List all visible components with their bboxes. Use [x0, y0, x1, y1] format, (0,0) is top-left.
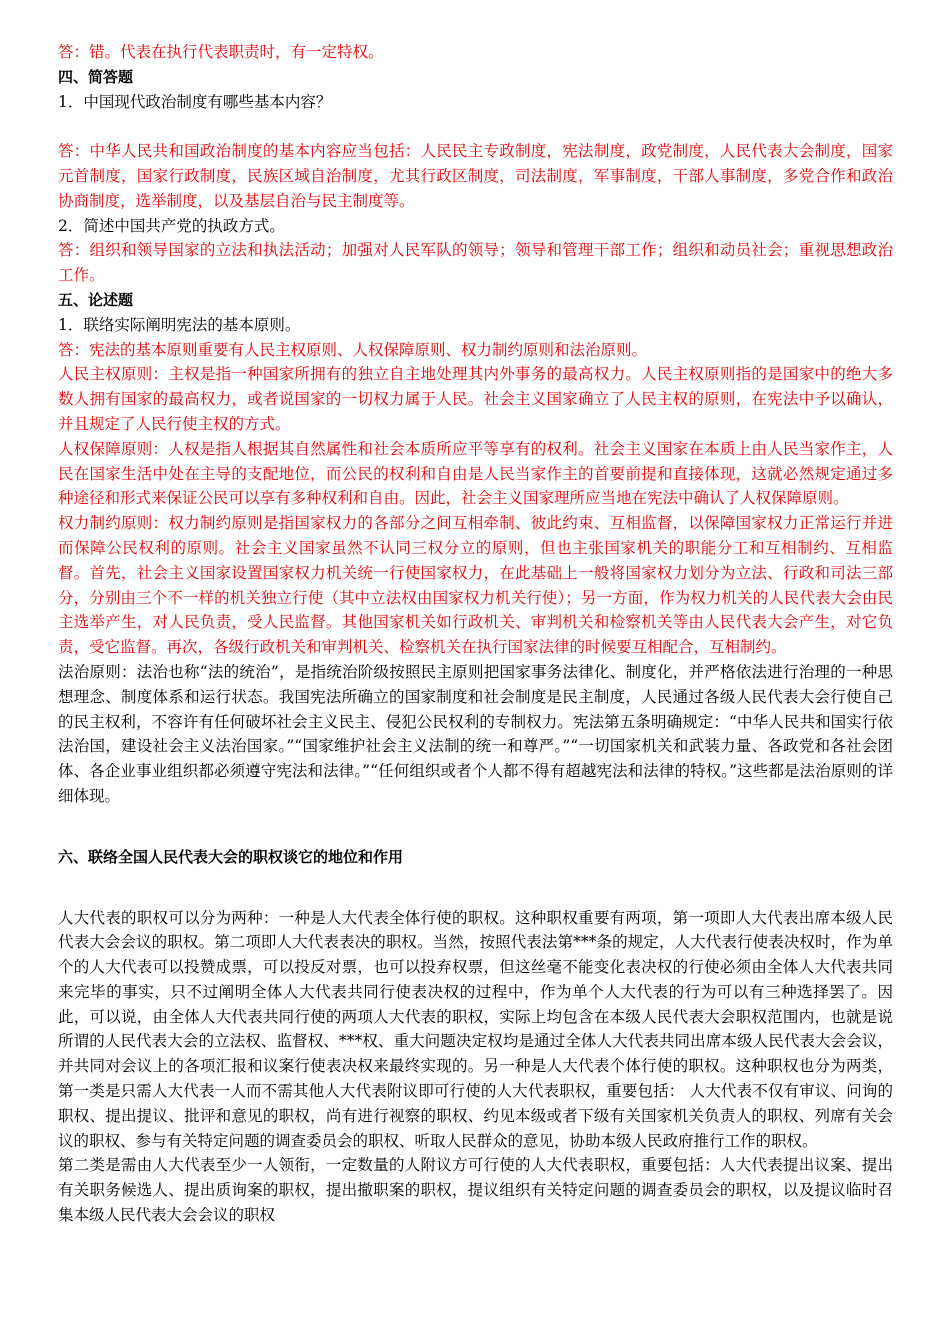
spacer — [58, 809, 893, 845]
essay-answer-rule-of-law: 法治原则：法治也称“法的统治”，是指统治阶级按照民主原则把国家事务法律化、制度化，并严格依法进行治理的一种思想理念、制度体系和运行状态。我国宪法所确立的国家制度和社会制度是民主制度，人民通过各级人民代表大会行使自己的民主权利，不容许有任何破坏社会主义民主、侵犯公民权利的专制权力。宪法第五条明确规定：“中华人民共和国实行依法治国，建设社会主义法治国家。”“国家维护社会主义法制的统一和尊严。”“一切国家机关和武装力量、各政党和各社会团体、各企业事业组织都必须遵守宪法和法律。”“任何组织或者个人都不得有超越宪法和法律的特权。”这些都是法治原则的详细体现。 — [58, 662, 893, 805]
question-2: 2．简述中国共产党的执政方式。 — [58, 216, 285, 235]
essay-answer-popular-sovereignty: 人民主权原则：主权是指一种国家所拥有的独立自主地处理其内外事务的最高权力。人民主权原则指的是国家中的绝大多数人拥有国家的最高权力，或者说国家的一切权力属于人民。社会主义国家确立了人民主权的原则，在宪法中予以确认，并且规定了人民行使主权的方式。 — [58, 365, 893, 433]
npc-paragraph-1: 人大代表的职权可以分为两种：一种是人大代表全体行使的职权。这种职权重要有两项，第一项即人大代表出席本级人民代表大会会议的职权。第二项即人大代表表决的职权。当然，按照代表法第***条的规定，人大代表行使表决权时，作为单个的人大代表可以投赞成票，可以投反对票，也可以投弃权票，但这丝毫不能变化表决权的行使必须由全体人大代表共同来完毕的事实，只不过阐明全体人大代表共同行使表决权的过程中，作为单个人大代表的行为可以有三种选择罢了。因此，可以说，由全体人大代表共同行使的两项人大代表的职权，实际上均包含在本级人民代表大会职权范围内，也就是说所谓的人民代表大会的立法权、监督权、***权、重大问题决定权均是通过全体人大代表共同出席本级人民代表大会会议，并共同对会议上的各项汇报和议案行使表决权来最终实现的。另一种是人大代表个体行使的职权。这种职权也分为两类，第一类是只需人大代表一人而不需其他人大代表附议即可行使的人大代表职权，重要包括： 人大代表不仅有审议、问询的职权、提出提议、批评和意见的职权，尚有进行视察的职权、约见本级或者下级有关国家机关负责人的职权、列席有关会议的职权、参与有关特定问题的调查委员会的职权、听取人民群众的意见，协助本级人民政府推行工作的职权。 — [58, 908, 893, 1150]
essay-answer-intro: 答：宪法的基本原则重要有人民主权原则、人权保障原则、权力制约原则和法治原则。 — [58, 340, 648, 359]
essay-question-1: 1．联络实际阐明宪法的基本原则。 — [58, 315, 301, 334]
section-heading-short-answer: 四、简答题 — [58, 67, 134, 86]
document-page — [58, 40, 893, 1228]
section-heading-npc: 六、联络全国人民代表大会的职权谈它的地位和作用 — [58, 847, 404, 866]
essay-answer-power-restriction: 权力制约原则：权力制约原则是指国家权力的各部分之间互相牵制、彼此约束、互相监督，以保障国家权力正常运行并进而保障公民权利的原则。社会主义国家虽然不认同三权分立的原则，但也主张国家机关的职能分工和互相制约、互相监督。首先，社会主义国家设置国家权力机关统一行使国家权力，在此基础上一般将国家权力划分为立法、行政和司法三部分，分别由三个不一样的机关独立行使（其中立法权由国家权力机关行使）；另一方面，作为权力机关的人民代表大会由民主选举产生，对人民负责，受人民监督。其他国家机关如行政机关、审判机关和检察机关等由人民代表大会产生，对它负责，受它监督。再次，各级行政机关和审判机关、检察机关在执行国家法律的时候要互相配合，互相制约。 — [58, 514, 893, 657]
spacer — [58, 114, 893, 139]
answer-1: 答：中华人民共和国政治制度的基本内容应当包括：人民民主专政制度，宪法制度，政党制度，人民代表大会制度，国家元首制度，国家行政制度，民族区域自治制度，尤其行政区制度，司法制度，军事制度，干部人事制度，多党合作和政治协商制度，选举制度，以及基层自治与民主制度等。 — [58, 142, 893, 210]
answer-2: 答：组织和领导国家的立法和执法活动；加强对人民军队的领导；领导和管理干部工作；组织和动员社会；重视思想政治工作。 — [58, 241, 893, 285]
spacer — [58, 870, 893, 906]
essay-answer-human-rights: 人权保障原则：人权是指人根据其自然属性和社会本质所应平等享有的权利。社会主义国家在本质上由人民当家作主，人民在国家生活中处在主导的支配地位，而公民的权利和自由是人民当家作主的首要前提和直接体现，这就必然规定通过多种途径和形式来保证公民可以享有多种权利和自由。因此，社会主义国家理所应当地在宪法中确认了人权保障原则。 — [58, 439, 893, 508]
answer-paragraph: 答：错。代表在执行代表职责时，有一定特权。 — [58, 43, 384, 61]
npc-paragraph-2: 第二类是需由人大代表至少一人领衔，一定数量的人附议方可行使的人大代表职权，重要包括：人大代表提出议案、提出有关职务候选人、提出质询案的职权，提出撤职案的职权，提议组织有关特定问题的调查委员会的职权，以及提议临时召集本级人民代表大会会议的职权 — [58, 1156, 893, 1225]
question-1: 1．中国现代政治制度有哪些基本内容？ — [58, 92, 332, 111]
section-heading-essay: 五、论述题 — [58, 290, 134, 309]
